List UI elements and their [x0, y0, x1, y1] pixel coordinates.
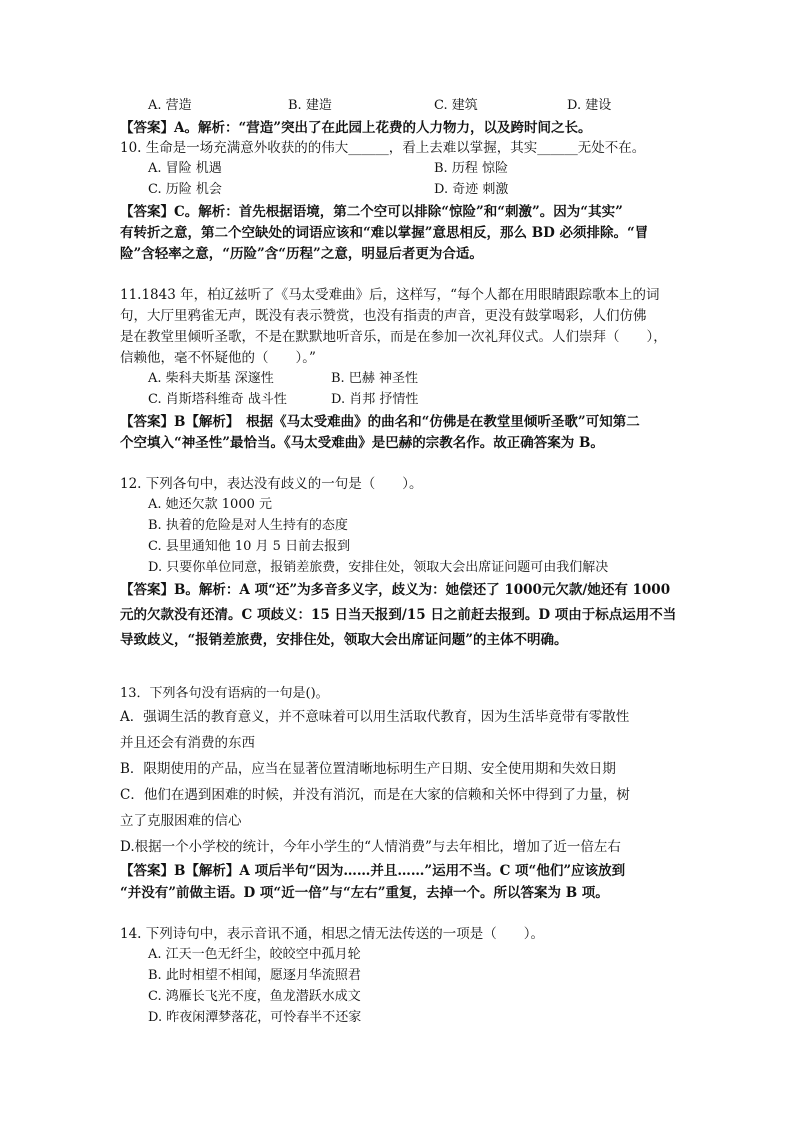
q13-answer-line: “并没有”前做主语。D 项“近一倍”与“左右”重复，去掉一个。所以答案为 B 项。: [120, 885, 609, 901]
q14-option-a: A. 江天一色无纤尘，皎皎空中孤月轮: [148, 947, 361, 962]
q9-option-d: D. 建设: [567, 98, 612, 113]
q9-option-c: C. 建筑: [434, 98, 478, 113]
q9-option-a: A. 营造: [148, 98, 192, 113]
q14-option-d: D. 昨夜闲潭梦落花，可怜春半不还家: [148, 1010, 362, 1025]
q13-body-line: 立了克服困难的信心: [120, 813, 242, 829]
q11-stem-line: 11.1843 年，柏辽兹听了《马太受难曲》后，这样写，“每个人都在用眼睛跟踪歌本上的词: [120, 287, 660, 303]
q12-option-c: C. 县里通知他 10 月 5 日前去报到: [148, 539, 351, 554]
q10-answer-line: 【答案】C。解析：首先根据语境，第二个空可以排除“惊险”和“刺激”。因为“其实”: [120, 204, 623, 220]
q13-body-line: C．他们在遇到困难的时候，并没有消沉，而是在大家的信赖和关怀中得到了力量，树: [120, 787, 630, 803]
q11-answer-line: 个空填入“神圣性”最恰当。《马太受难曲》是巴赫的宗教名作。故正确答案为 B。: [120, 435, 604, 451]
q14-stem: 14. 下列诗句中，表示音讯不通，相思之情无法传送的一项是（ ）。: [120, 926, 545, 942]
q10-answer-line: 险”含轻率之意，“历险”含“历程”之意，明显后者更为合适。: [120, 246, 483, 262]
q9-answer: 【答案】A。解析：“营造”突出了在此园上花费的人力物力，以及跨时间之长。: [120, 120, 592, 136]
q11-stem-line: 是在教堂里倾听圣歌，不是在默默地听音乐，而是在参加一次礼拜仪式。人们崇拜（ ），: [120, 329, 667, 345]
q11-option-a: A. 柴科夫斯基 深邃性: [148, 371, 274, 386]
q12-answer-line: 元的欠款没有还清。C 项歧义：15 日当天报到/15 日之前赶去报到。D 项由于标点运用不当: [120, 607, 677, 623]
q10-option-c: C. 历险 机会: [148, 182, 222, 197]
q10-stem: 10. 生命是一场充满意外收获的的伟大______，看上去难以掌握，其实______无处不在。: [120, 140, 646, 156]
q11-option-d: D. 肖邦 抒情性: [331, 392, 419, 407]
q13-body-line: A．强调生活的教育意义，并不意味着可以用生活取代教育，因为生活毕竟带有零散性: [120, 709, 630, 725]
q10-option-b: B. 历程 惊险: [434, 161, 508, 176]
q11-option-b: B. 巴赫 神圣性: [331, 371, 418, 386]
q10-answer-line: 有转折之意，第二个空缺处的词语应该和“难以掌握”意思相反，那么 BD 必须排除。“冒: [120, 225, 649, 241]
q11-stem-line: 信赖他，毫不怀疑他的（ ）。”: [120, 350, 316, 366]
q10-option-d: D. 奇迹 刺激: [434, 182, 509, 197]
q12-answer-line: 导致歧义，“报销差旅费，安排住处，领取大会出席证问题”的主体不明确。: [120, 632, 568, 648]
q12-stem: 12. 下列各句中，表达没有歧义的一句是（ ）。: [120, 476, 423, 492]
q12-answer-line: 【答案】B。解析：A 项“还”为多音多义字，歧义为：她偿还了 1000元欠款/她还有 1000: [120, 582, 671, 598]
q13-body-line: 并且还会有消费的东西: [120, 735, 255, 751]
q11-option-c: C. 肖斯塔科维奇 战斗性: [148, 392, 287, 407]
q14-option-c: C. 鸿雁长飞光不度，鱼龙潜跃水成文: [148, 989, 361, 1004]
q13-stem: 13．下列各句没有语病的一句是()。: [120, 686, 329, 701]
q12-option-b: B. 执着的危险是对人生持有的态度: [148, 518, 348, 533]
q12-option-d: D. 只要你单位同意，报销差旅费，安排住处，领取大会出席证问题可由我们解决: [148, 560, 609, 575]
q14-option-b: B. 此时相望不相闻，愿逐月华流照君: [148, 968, 361, 983]
q11-stem-line: 句，大厅里鸦雀无声，既没有表示赞赏，也没有指责的声音，更没有鼓掌喝彩，人们仿佛: [120, 308, 647, 324]
q13-body-line: B．限期使用的产品，应当在显著位置清晰地标明生产日期、安全使用期和失效日期: [120, 761, 616, 777]
q13-body-line: D.根据一个小学校的统计，今年小学生的“人情消费”与去年相比，增加了近一倍左右: [120, 839, 621, 855]
q9-option-b: B. 建造: [288, 98, 332, 113]
q10-option-a: A. 冒险 机遇: [148, 161, 222, 176]
q12-option-a: A. 她还欠款 1000 元: [148, 497, 273, 512]
q13-answer-line: 【答案】B【解析】A 项后半句“因为……并且……”运用不当。C 项“他们”应该放到: [120, 863, 626, 879]
q11-answer-line: 【答案】B【解析】 根据《马太受难曲》的曲名和“仿佛是在教堂里倾听圣歌”可知第二: [120, 414, 640, 430]
